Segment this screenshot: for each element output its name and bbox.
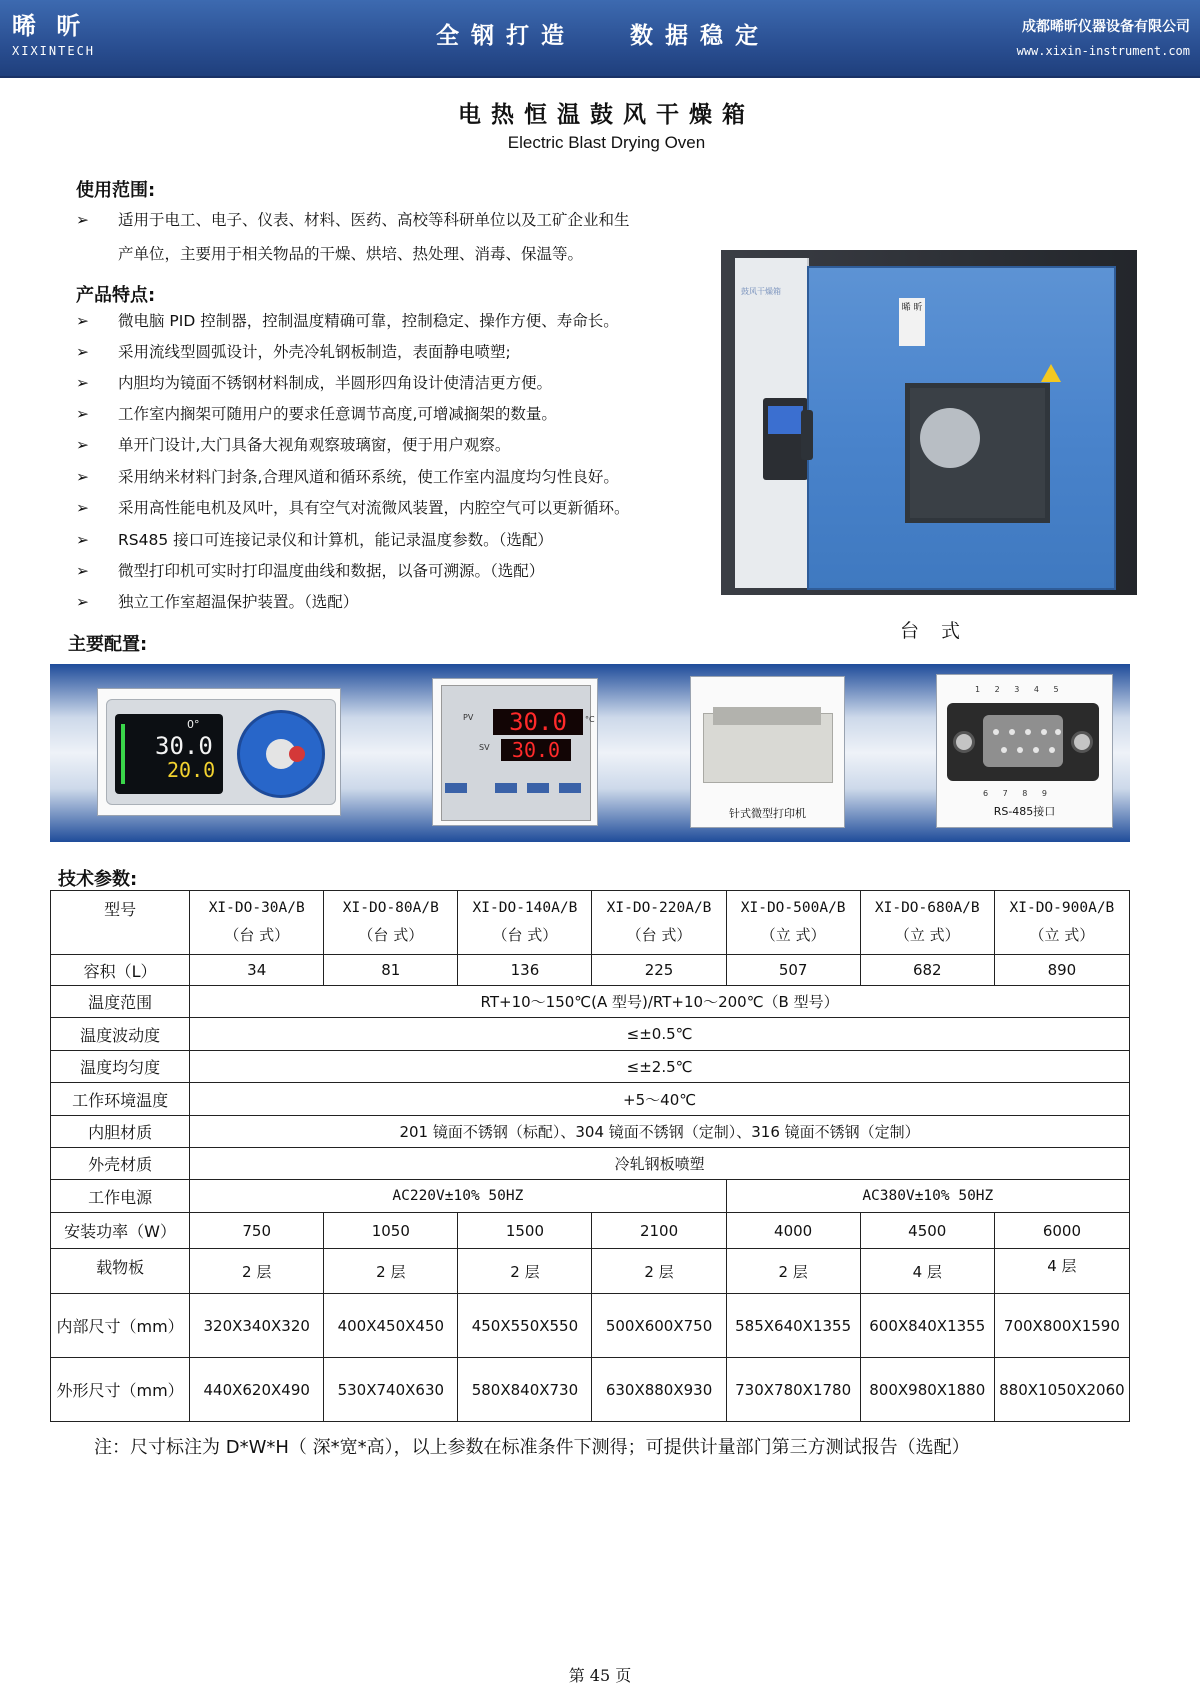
product-title-cn: 电热恒温鼓风干燥箱 bbox=[458, 102, 755, 128]
power-cell: 4000 bbox=[726, 1213, 860, 1249]
volume-cell: 507 bbox=[726, 955, 860, 986]
bullet-arrow-icon: ➢ bbox=[76, 531, 89, 549]
inner-dim-cell: 400X450X450 bbox=[324, 1294, 458, 1358]
product-title-en: Electric Blast Drying Oven bbox=[507, 133, 706, 152]
table-row-power bbox=[51, 1213, 1130, 1249]
model-type: （立 式） bbox=[760, 926, 826, 944]
model-cell bbox=[726, 891, 860, 955]
rs485-connector-image: 1 2 3 4 5 6 7 8 9 RS-485接口 bbox=[936, 674, 1113, 828]
feature-text: RS485 接口可连接记录仪和计算机，能记录温度参数。（选配） bbox=[118, 531, 553, 549]
controller-value-2: 20.0 bbox=[167, 758, 216, 782]
table-row-inner-material bbox=[51, 1116, 1130, 1148]
volume-cell: 890 bbox=[994, 955, 1129, 986]
bullet-arrow-icon: ➢ bbox=[76, 562, 89, 580]
model-type: （台 式） bbox=[492, 926, 558, 944]
power-cell: 6000 bbox=[994, 1213, 1129, 1249]
row-label: 温度波动度 bbox=[51, 1018, 190, 1051]
shelf-cell: 2 层 bbox=[458, 1249, 592, 1294]
row-label: 工作环境温度 bbox=[51, 1083, 190, 1116]
fan-icon bbox=[920, 408, 980, 468]
inner-dim-cell: 585X640X1355 bbox=[726, 1294, 860, 1358]
model-name: XI-DO-900A/B bbox=[1009, 900, 1115, 916]
usage-line-2: 产单位，主要用于相关物品的干燥、烘培、热处理、消毒、保温等。 bbox=[118, 245, 584, 263]
table-row-volume bbox=[51, 955, 1130, 986]
row-label: 工作电源 bbox=[51, 1180, 190, 1213]
power-cell: 2100 bbox=[592, 1213, 726, 1249]
model-type: （台 式） bbox=[358, 926, 424, 944]
model-cell bbox=[324, 891, 458, 955]
pv-display: 30.0 bbox=[493, 709, 583, 735]
model-name: XI-DO-30A/B bbox=[208, 900, 305, 916]
page-header bbox=[0, 0, 1200, 78]
row-label: 内部尺寸（mm） bbox=[51, 1294, 190, 1358]
temp-range-value: RT+10～150℃(A 型号)/RT+10～200℃（B 型号） bbox=[190, 986, 1130, 1018]
bullet-arrow-icon: ➢ bbox=[76, 374, 89, 392]
outer-material-value: 冷轧钢板喷塑 bbox=[190, 1148, 1130, 1180]
row-label: 安装功率（W） bbox=[51, 1213, 190, 1249]
inner-dim-cell: 700X800X1590 bbox=[994, 1294, 1129, 1358]
outer-dim-cell: 530X740X630 bbox=[324, 1358, 458, 1422]
slogan-2: 数据稳定 bbox=[630, 23, 770, 49]
inner-dim-cell: 450X550X550 bbox=[458, 1294, 592, 1358]
shelf-cell: 2 层 bbox=[592, 1249, 726, 1294]
model-cell bbox=[592, 891, 726, 955]
outer-dim-cell: 440X620X490 bbox=[190, 1358, 324, 1422]
table-row-inner-dims bbox=[51, 1294, 1130, 1358]
model-type: （立 式） bbox=[1029, 926, 1095, 944]
feature-text: 微电脑 PID 控制器，控制温度精确可靠，控制稳定、操作方便、寿命长。 bbox=[118, 312, 619, 330]
sv-display: 30.0 bbox=[501, 739, 571, 761]
usage-line-1: 适用于电工、电子、仪表、材料、医药、高校等科研单位以及工矿企业和生 bbox=[118, 211, 630, 229]
oven-door bbox=[807, 266, 1116, 590]
controller-screen: 0° 30.0 20.0 bbox=[115, 714, 223, 794]
model-name: XI-DO-80A/B bbox=[342, 900, 439, 916]
power-cell: 1050 bbox=[324, 1213, 458, 1249]
power-cell: 1500 bbox=[458, 1213, 592, 1249]
warning-icon bbox=[1041, 364, 1061, 382]
model-type: （立 式） bbox=[894, 926, 960, 944]
feature-text: 采用纳米材料门封条,合理风道和循环系统，使工作室内温度均匀性良好。 bbox=[118, 468, 619, 486]
fluctuation-value: ≤±0.5℃ bbox=[190, 1018, 1130, 1051]
bullet-arrow-icon: ➢ bbox=[76, 405, 89, 423]
feature-text: 采用流线型圆弧设计，外壳冷轧钢板制造，表面静电喷塑; bbox=[118, 343, 511, 361]
table-note: 注：尺寸标注为 D*W*H（ 深*宽*高），以上参数在标准条件下测得；可提供计量部门第三方测试报告（选配） bbox=[94, 1437, 970, 1458]
volume-cell: 225 bbox=[592, 955, 726, 986]
table-row-shelves bbox=[51, 1249, 1130, 1294]
oven-label: 鼓风干燥箱 bbox=[741, 287, 781, 296]
spec-table bbox=[50, 890, 1130, 1422]
outer-dim-cell: 800X980X1880 bbox=[860, 1358, 994, 1422]
row-label: 外壳材质 bbox=[51, 1148, 190, 1180]
inner-dim-cell: 600X840X1355 bbox=[860, 1294, 994, 1358]
oven-window bbox=[905, 383, 1050, 523]
bullet-arrow-icon: ➢ bbox=[76, 312, 89, 330]
feature-text: 工作室内搁架可随用户的要求任意调节高度,可增减搁架的数量。 bbox=[118, 405, 557, 423]
model-cell bbox=[458, 891, 592, 955]
shelf-cell: 2 层 bbox=[324, 1249, 458, 1294]
volume-cell: 81 bbox=[324, 955, 458, 986]
feature-text: 采用高性能电机及风叶，具有空气对流微风装置，内腔空气可以更新循环。 bbox=[118, 499, 630, 517]
feature-text: 单开门设计,大门具备大视角观察玻璃窗，便于用户观察。 bbox=[118, 436, 511, 454]
model-cell bbox=[860, 891, 994, 955]
model-type: （台 式） bbox=[224, 926, 290, 944]
volume-cell: 34 bbox=[190, 955, 324, 986]
model-cell bbox=[994, 891, 1129, 955]
row-label: 内胆材质 bbox=[51, 1116, 190, 1148]
brand-logo-en: XIXINTECH bbox=[12, 44, 96, 58]
oven-photo bbox=[721, 250, 1137, 595]
outer-dim-cell: 730X780X1780 bbox=[726, 1358, 860, 1422]
pid-controller-image: PV SV 30.0 30.0 °C bbox=[432, 678, 598, 826]
tech-heading: 技术参数: bbox=[58, 869, 138, 890]
page-number: 第 45 页 bbox=[568, 1666, 632, 1685]
inner-dim-cell: 500X600X750 bbox=[592, 1294, 726, 1358]
row-label: 外形尺寸（mm） bbox=[51, 1358, 190, 1422]
controller-value-1: 30.0 bbox=[155, 732, 213, 760]
qr-sticker: 晞 昕 bbox=[899, 298, 925, 346]
table-row-fluctuation bbox=[51, 1018, 1130, 1051]
table-row-uniformity bbox=[51, 1051, 1130, 1083]
uniformity-value: ≤±2.5℃ bbox=[190, 1051, 1130, 1083]
row-label: 载物板 bbox=[51, 1249, 190, 1294]
touch-controller-image bbox=[97, 688, 341, 816]
bullet-arrow-icon: ➢ bbox=[76, 468, 89, 486]
power-supply-220: AC220V±10% 50HZ bbox=[190, 1180, 726, 1213]
usage-heading: 使用范围: bbox=[76, 180, 156, 201]
config-band bbox=[50, 664, 1130, 842]
printer-caption: 针式微型打印机 bbox=[729, 807, 806, 820]
config-heading: 主要配置: bbox=[68, 634, 148, 655]
photo-caption: 台 式 bbox=[900, 620, 969, 642]
features-heading: 产品特点: bbox=[76, 285, 156, 306]
company-name: 成都晞昕仪器设备有限公司 bbox=[1022, 19, 1190, 35]
feature-text: 微型打印机可实时打印温度曲线和数据，以备可溯源。（选配） bbox=[118, 562, 545, 580]
model-name: XI-DO-220A/B bbox=[606, 900, 712, 916]
shelf-cell: 4 层 bbox=[994, 1249, 1129, 1294]
power-cell: 750 bbox=[190, 1213, 324, 1249]
model-type: （台 式） bbox=[626, 926, 692, 944]
bullet-arrow-icon: ➢ bbox=[76, 343, 89, 361]
outer-dim-cell: 580X840X730 bbox=[458, 1358, 592, 1422]
row-label: 温度范围 bbox=[51, 986, 190, 1018]
inner-material-value: 201 镜面不锈钢（标配）、304 镜面不锈钢（定制）、316 镜面不锈钢（定制） bbox=[190, 1116, 1130, 1148]
slogan-1: 全钢打造 bbox=[436, 23, 576, 49]
feature-text: 内胆均为镜面不锈钢材料制成，半圆形四角设计使清洁更方便。 bbox=[118, 374, 553, 392]
bullet-arrow-icon: ➢ bbox=[76, 499, 89, 517]
table-row-outer-material bbox=[51, 1148, 1130, 1180]
shelf-cell: 2 层 bbox=[190, 1249, 324, 1294]
feature-text: 独立工作室超温保护装置。（选配） bbox=[118, 593, 359, 611]
model-name: XI-DO-500A/B bbox=[740, 900, 846, 916]
env-temp-value: +5～40℃ bbox=[190, 1083, 1130, 1116]
row-label: 容积（L） bbox=[51, 955, 190, 986]
power-supply-380: AC380V±10% 50HZ bbox=[726, 1180, 1129, 1213]
inner-dim-cell: 320X340X320 bbox=[190, 1294, 324, 1358]
volume-cell: 682 bbox=[860, 955, 994, 986]
control-dial-icon bbox=[237, 710, 325, 798]
bullet-arrow-icon: ➢ bbox=[76, 436, 89, 454]
table-row-model bbox=[51, 891, 1130, 955]
bullet-arrow-icon: ➢ bbox=[76, 211, 89, 229]
table-row-env-temp bbox=[51, 1083, 1130, 1116]
rs485-caption: RS-485接口 bbox=[993, 805, 1056, 818]
outer-dim-cell: 630X880X930 bbox=[592, 1358, 726, 1422]
shelf-cell: 2 层 bbox=[726, 1249, 860, 1294]
bullet-arrow-icon: ➢ bbox=[76, 593, 89, 611]
table-row-outer-dims bbox=[51, 1358, 1130, 1422]
model-name: XI-DO-140A/B bbox=[472, 900, 578, 916]
row-label: 温度均匀度 bbox=[51, 1051, 190, 1083]
outer-dim-cell: 880X1050X2060 bbox=[994, 1358, 1129, 1422]
power-cell: 4500 bbox=[860, 1213, 994, 1249]
table-row-power-supply bbox=[51, 1180, 1130, 1213]
micro-printer-image bbox=[690, 676, 845, 828]
db9-connector-icon bbox=[947, 703, 1099, 781]
table-row-temp-range bbox=[51, 986, 1130, 1018]
volume-cell: 136 bbox=[458, 955, 592, 986]
model-name: XI-DO-680A/B bbox=[874, 900, 980, 916]
model-cell bbox=[190, 891, 324, 955]
company-url: www.xixin-instrument.com bbox=[1016, 44, 1190, 58]
shelf-cell: 4 层 bbox=[860, 1249, 994, 1294]
oven-body bbox=[735, 258, 809, 588]
door-handle bbox=[801, 410, 813, 460]
row-label: 型号 bbox=[51, 891, 190, 955]
brand-logo-cn: 晞 昕 bbox=[12, 12, 87, 40]
